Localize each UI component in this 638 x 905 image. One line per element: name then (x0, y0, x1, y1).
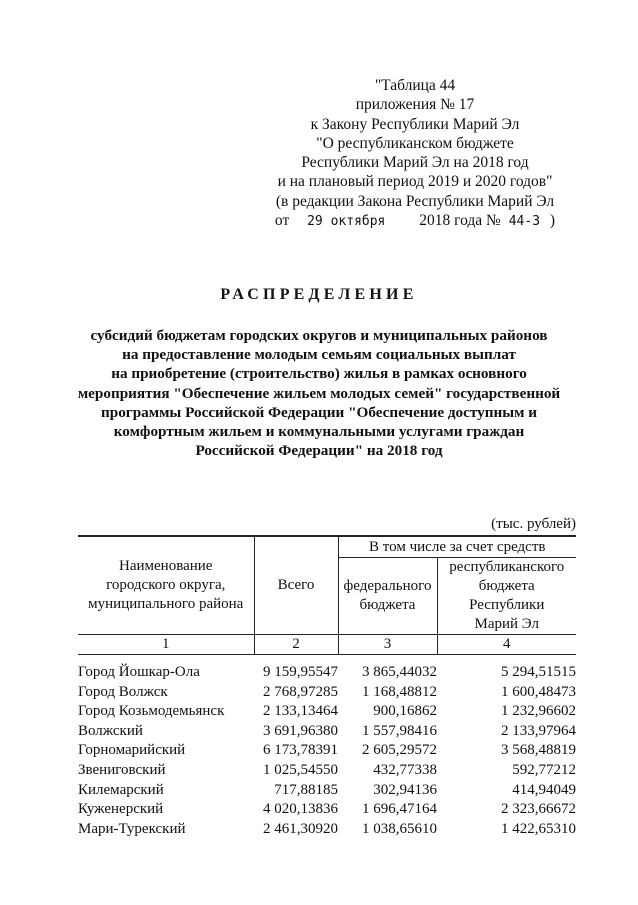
header-line: "Таблица 44 (374, 77, 456, 94)
federal-value: 1 038,65610 (362, 820, 437, 837)
municipality-name: Куженерский (78, 801, 164, 818)
subsidy-table (78, 535, 576, 839)
municipality-name: Мари-Турекский (78, 820, 186, 837)
subtitle-line: Российской Федерации" на 2018 год (195, 442, 443, 460)
table-row (78, 781, 576, 801)
subtitle-line: субсидий бюджетам городских округов и муниципальных районов (90, 327, 548, 344)
header-line: и на плановый период 2019 и 2020 годов" (277, 173, 553, 191)
table-row (78, 741, 576, 761)
column-number: 4 (437, 635, 576, 655)
total-value: 6 173,78391 (263, 742, 338, 759)
municipality-name: Килемарский (78, 781, 164, 798)
column-header-republic: республиканского бюджета Республики Марий Эл (437, 558, 576, 635)
total-value: 3 691,96380 (263, 722, 338, 739)
header-line: Республики Марий Эл на 2018 год (301, 154, 529, 172)
subtitle-line: программы Российской Федерации "Обеспечение доступным и (101, 403, 537, 421)
table-row (78, 820, 576, 840)
federal-value: 2 605,29572 (362, 742, 437, 759)
date-year-label: 2018 года № (419, 212, 501, 230)
municipality-name: Город Волжск (78, 683, 168, 700)
federal-value: 432,77338 (373, 761, 437, 778)
table-row (78, 800, 576, 820)
total-value: 2 768,97285 (263, 683, 338, 700)
law-number: 44-З (508, 214, 541, 230)
column-header-federal: федерального бюджета (338, 558, 437, 635)
total-value: 9 159,95547 (263, 664, 338, 680)
municipality-name: Звениговский (78, 761, 166, 778)
column-header-group: В том числе за счет средств (338, 536, 576, 558)
units-note: (тыс. рублей) (491, 516, 576, 532)
republic-value: 1 232,96602 (501, 703, 576, 720)
subtitle-line: на приобретение (строительство) жилья в рамках основного (111, 365, 527, 383)
date-prefix: от (274, 212, 290, 230)
table-row (78, 702, 576, 722)
federal-value: 302,94136 (373, 781, 437, 798)
total-value: 717,88185 (274, 781, 338, 798)
municipality-name: Город Йошкар-Ола (78, 664, 200, 680)
date-suffix: ) (549, 212, 556, 230)
column-number: 1 (78, 635, 254, 655)
total-value: 4 020,13836 (263, 801, 338, 818)
table-row (78, 722, 576, 742)
republic-value: 3 568,48819 (501, 742, 576, 759)
table-row (78, 761, 576, 781)
federal-value: 1 557,98416 (362, 722, 437, 739)
document-title: РАСПРЕДЕЛЕНИЕ (220, 286, 418, 303)
column-number: 2 (254, 635, 338, 655)
subtitle-line: на предоставление молодым семьям социальных выплат (122, 346, 516, 364)
federal-value: 1 696,47164 (362, 801, 437, 818)
republic-value: 414,94049 (512, 781, 576, 798)
header-line: приложения № 17 (355, 96, 475, 114)
header-line: (в редакции Закона Республики Марий Эл (275, 192, 555, 210)
republic-value: 2 133,97964 (501, 722, 576, 739)
header-line: к Закону Республики Марий Эл (310, 115, 520, 133)
table-row (78, 663, 576, 683)
total-value: 2 133,13464 (263, 703, 338, 720)
federal-value: 3 865,44032 (362, 664, 437, 680)
document-subtitle (60, 326, 578, 460)
federal-value: 1 168,48812 (362, 683, 437, 700)
table-row (78, 683, 576, 703)
total-value: 2 461,30920 (263, 820, 338, 837)
republic-value: 1 422,65310 (501, 820, 576, 837)
total-value: 1 025,54550 (263, 761, 338, 778)
header-line-date (255, 211, 575, 231)
municipality-name: Горномарийский (78, 742, 186, 759)
republic-value: 2 323,66672 (501, 801, 576, 818)
subtitle-line: комфортным жильем и коммунальными услугами граждан (113, 423, 525, 441)
column-header-total: Всего (254, 536, 338, 635)
header-line: "О республиканском бюджете (316, 134, 514, 152)
subtitle-line: мероприятия "Обеспечение жильем молодых семей" государственной (77, 384, 561, 402)
republic-value: 1 600,48473 (501, 683, 576, 700)
federal-value: 900,16862 (373, 703, 437, 720)
municipality-name: Город Козьмодемьянск (78, 703, 225, 720)
column-number: 3 (338, 635, 437, 655)
document-header (255, 76, 575, 231)
municipality-name: Волжский (78, 722, 143, 739)
republic-value: 592,77212 (512, 761, 576, 778)
date-day: 29 октября (307, 214, 386, 230)
republic-value: 5 294,51515 (501, 664, 576, 680)
column-header-name: Наименование городского округа, муниципального района (78, 536, 254, 635)
